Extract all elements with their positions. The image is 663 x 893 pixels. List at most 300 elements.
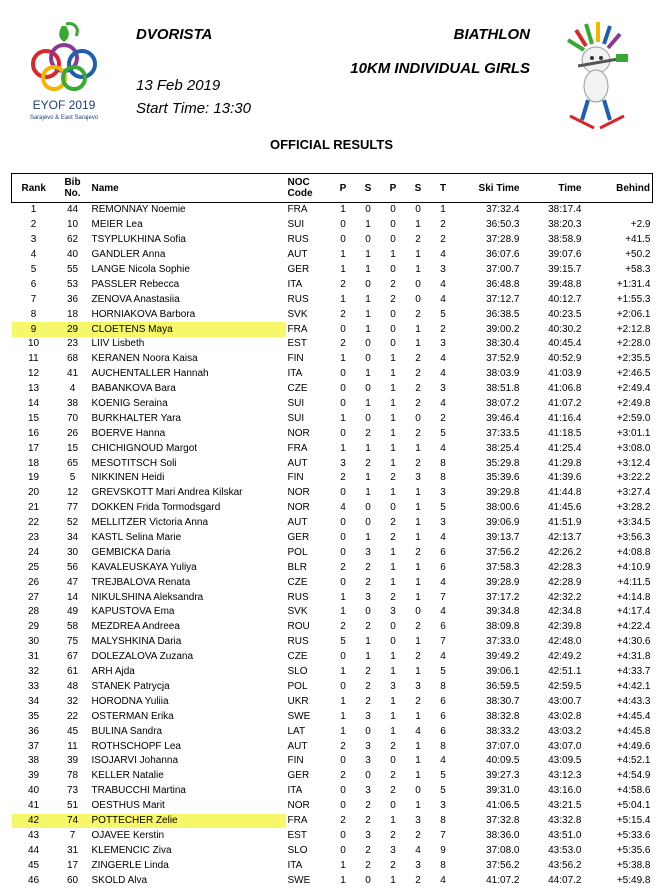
cell-stand2: 0 (415, 204, 421, 216)
cell-ski-time: 37:56.2 (486, 546, 520, 558)
cell-prone2: 1 (390, 814, 396, 826)
cell-behind: +4:10.9 (616, 561, 651, 573)
table-row (12, 635, 653, 650)
cell-bib: 60 (66, 874, 79, 886)
table-row (12, 680, 653, 695)
cell-stand2: 1 (415, 323, 421, 335)
cell-ski-time: 39:28.9 (486, 576, 520, 588)
col-time: Time (522, 174, 584, 203)
cell-prone1: 0 (340, 219, 346, 231)
table-row (12, 277, 653, 292)
cell-bib: 14 (66, 591, 79, 603)
cell-stand1: 1 (365, 219, 371, 231)
cell-time: 42:51.1 (548, 666, 582, 678)
cell-prone2: 0 (390, 755, 396, 767)
cell-name: DOKKEN Frida Tormodsgard (91, 502, 221, 514)
table-row (12, 263, 653, 278)
cell-stand2: 2 (415, 829, 421, 841)
cell-time: 38:58.9 (548, 234, 582, 246)
cell-rank: 2 (30, 219, 37, 231)
cell-stand1: 0 (365, 338, 371, 350)
cell-ski-time: 39:06.1 (486, 666, 520, 678)
cell-bib: 73 (66, 785, 79, 797)
cell-name: KLEMENCIC Ziva (91, 844, 172, 856)
cell-name: ZENOVA Anastasiia (91, 293, 180, 305)
cell-total-misses: 7 (440, 829, 446, 841)
cell-ski-time: 39:13.7 (486, 532, 520, 544)
cell-rank: 46 (27, 874, 40, 886)
cell-behind: +3:28.2 (616, 502, 651, 514)
cell-ski-time: 41:06.5 (486, 800, 520, 812)
cell-rank: 22 (27, 517, 40, 529)
cell-noc: SLO (287, 666, 308, 678)
cell-noc: GER (287, 532, 310, 544)
cell-total-misses: 4 (440, 651, 446, 663)
cell-prone2: 3 (390, 844, 396, 856)
cell-behind: +2:28.0 (616, 338, 651, 350)
cell-total-misses: 7 (440, 636, 446, 648)
cell-noc: GER (287, 770, 310, 782)
cell-stand1: 3 (365, 829, 371, 841)
cell-behind: +4:11.5 (617, 576, 651, 588)
cell-behind: +3:01.1 (616, 427, 651, 439)
cell-bib: 17 (66, 859, 79, 871)
cell-rank: 28 (27, 606, 40, 618)
cell-bib: 47 (66, 576, 79, 588)
cell-time: 39:15.7 (548, 264, 582, 275)
cell-bib: 29 (56, 322, 90, 337)
cell-noc: SWE (287, 710, 311, 722)
cell-bib: 40 (66, 249, 79, 261)
cell-stand2: 3 (415, 472, 421, 484)
cell-bib: 78 (66, 770, 79, 782)
cell-stand1: 2 (365, 621, 371, 633)
cell-behind: +3:56.3 (616, 532, 651, 544)
cell-behind: +5:33.6 (616, 829, 651, 841)
cell-ski-time: 37:32.4 (486, 204, 520, 216)
cell-ski-time: 39:34.8 (486, 606, 520, 618)
cell-prone2: 0 (390, 621, 396, 633)
cell-behind: +2:49.8 (616, 398, 651, 410)
cell-time: 41:25.4 (548, 442, 582, 454)
mascot-illustration (556, 20, 638, 132)
cell-stand2: 2 (415, 621, 421, 633)
cell-prone2: 1 (390, 249, 396, 261)
cell-time: 42:13.7 (548, 532, 582, 544)
cell-prone2: 2 (390, 591, 396, 603)
cell-rank: 10 (27, 338, 40, 350)
cell-name: CHICHIGNOUD Margot (91, 442, 198, 454)
cell-stand2: 4 (415, 844, 421, 856)
date-label: 13 Feb 2019 (136, 77, 221, 94)
cell-prone2: 1 (390, 561, 396, 573)
table-row (12, 531, 653, 546)
cell-stand2: 1 (415, 249, 421, 261)
cell-behind: +1:55.3 (616, 293, 651, 305)
table-row (12, 501, 653, 516)
table-row (12, 843, 653, 858)
cell-name: POTTECHER Zelie (90, 814, 286, 829)
start-time-label: Start Time: 13:30 (136, 100, 251, 117)
cell-total-misses: 6 (440, 561, 446, 573)
cell-time: 43:07.0 (548, 740, 582, 752)
cell-prone1: 0 (340, 323, 346, 335)
cell-behind: +4:31.8 (616, 651, 651, 663)
cell-ski-time: 40:09.5 (486, 755, 520, 767)
cell-rank: 30 (27, 636, 40, 648)
cell-noc: BLR (287, 561, 307, 573)
cell-prone1: 1 (340, 204, 346, 216)
cell-name: BURKHALTER Yara (91, 412, 181, 424)
cell-bib: 15 (66, 442, 79, 454)
table-row (12, 814, 653, 829)
cell-noc: ITA (287, 368, 303, 380)
cell-prone1: 0 (340, 487, 346, 499)
cell-stand1: 2 (365, 457, 371, 469)
table-row (12, 724, 653, 739)
cell-ski-time: 37:00.7 (486, 264, 520, 275)
cell-time: 41:51.9 (548, 517, 582, 529)
cell-behind: +3:27.4 (616, 487, 651, 499)
cell-stand2: 1 (415, 487, 421, 499)
cell-prone1: 0 (340, 800, 346, 812)
cell-stand2: 2 (415, 383, 421, 395)
cell-noc: EST (287, 338, 307, 350)
cell-bib: 26 (66, 427, 79, 439)
cell-rank: 8 (30, 308, 37, 320)
cell-total-misses: 2 (440, 219, 446, 231)
col-s2: S (406, 174, 431, 203)
cell-prone1: 4 (340, 502, 346, 514)
cell-prone2: 1 (390, 725, 396, 737)
cell-ski-time: 37:58.3 (486, 561, 520, 573)
cell-prone2: 1 (390, 546, 396, 558)
cell-time: 42:59.5 (548, 680, 582, 692)
cell-behind: +5:35.6 (616, 844, 651, 856)
cell-name: REMONNAY Noemie (91, 204, 186, 216)
cell-stand2: 0 (415, 412, 421, 424)
cell-noc: SLO (287, 844, 308, 856)
cell-rank: 44 (27, 844, 40, 856)
cell-rank: 41 (27, 800, 40, 812)
col-s1: S (356, 174, 381, 203)
cell-stand1: 0 (365, 204, 371, 216)
table-row (12, 337, 653, 352)
cell-stand1: 3 (365, 755, 371, 767)
cell-noc: RUS (287, 591, 309, 603)
cell-total-misses: 4 (440, 368, 446, 380)
cell-bib: 56 (66, 561, 79, 573)
cell-stand1: 0 (365, 278, 371, 290)
cell-total-misses: 8 (440, 457, 446, 469)
cell-ski-time: 39:49.2 (486, 651, 520, 663)
cell-bib: 77 (66, 502, 79, 514)
cell-ski-time: 37:52.9 (486, 353, 520, 365)
cell-stand1: 2 (365, 561, 371, 573)
cell-time: 38:20.3 (548, 219, 582, 231)
cell-ski-time: 37:12.7 (486, 293, 520, 305)
cell-time: 42:49.2 (548, 651, 582, 663)
cell-prone1: 1 (340, 859, 346, 871)
cell-name: ROTHSCHOPF Lea (91, 740, 181, 752)
cell-prone1: 2 (340, 308, 346, 320)
cell-bib: 70 (66, 412, 79, 424)
cell-rank: 32 (27, 666, 40, 678)
table-row (12, 650, 653, 665)
cell-bib: 51 (66, 800, 79, 812)
cell-behind: +3:12.4 (616, 457, 651, 469)
cell-rank: 38 (27, 755, 40, 767)
cell-noc: SVK (287, 308, 308, 320)
cell-name: GEMBICKA Daria (91, 546, 171, 558)
cell-prone1: 0 (340, 651, 346, 663)
cell-total-misses: 6 (440, 621, 446, 633)
cell-rank: 4 (30, 249, 37, 261)
cell-stand2: 1 (415, 561, 421, 573)
cell-behind: +4:22.4 (616, 621, 651, 633)
cell-name: KASTL Selina Marie (91, 532, 182, 544)
cell-total-misses: 6 (440, 695, 446, 707)
cell-noc: CZE (287, 383, 308, 395)
cell-name: ZINGERLE Linda (91, 859, 169, 871)
cell-time: 43:53.0 (548, 844, 582, 856)
cell-prone2: 1 (390, 442, 396, 454)
table-row (12, 784, 653, 799)
table-row (12, 858, 653, 873)
table-row (12, 694, 653, 709)
cell-stand1: 1 (365, 442, 371, 454)
cell-total-misses: 9 (440, 844, 446, 856)
cell-rank: 18 (27, 457, 40, 469)
cell-behind: +4:52.1 (616, 755, 651, 767)
cell-stand1: 1 (365, 651, 371, 663)
cell-prone1: 0 (340, 755, 346, 767)
cell-stand2: 2 (415, 874, 421, 886)
cell-prone1: 0 (340, 680, 346, 692)
cell-behind: +4:58.6 (616, 785, 651, 797)
cell-prone2: 2 (390, 278, 396, 290)
cell-total-misses: 4 (440, 755, 446, 767)
cell-prone1: 1 (340, 874, 346, 886)
cell-stand2: 2 (415, 353, 421, 365)
cell-bib: 53 (66, 278, 79, 290)
cell-prone2: 2 (390, 472, 396, 484)
cell-stand1: 3 (365, 546, 371, 558)
cell-rank: 29 (27, 621, 40, 633)
cell-time: 44:07.2 (548, 874, 582, 886)
cell-prone1: 2 (340, 472, 346, 484)
cell-bib: 75 (66, 636, 79, 648)
col-p1: P (331, 174, 356, 203)
cell-stand1: 1 (365, 368, 371, 380)
cell-prone1: 2 (340, 338, 346, 350)
table-row (12, 307, 653, 322)
cell-bib: 31 (66, 844, 79, 856)
cell-rank: 36 (27, 725, 40, 737)
cell-stand1: 2 (365, 814, 371, 826)
cell-rank: 24 (27, 546, 40, 558)
cell-behind: +4:54.9 (616, 770, 651, 782)
cell-behind: +2:46.5 (616, 368, 651, 380)
cell-ski-time: 37:33.5 (486, 427, 520, 439)
cell-ski-time: 39:27.3 (486, 770, 520, 782)
cell-name: OJAVEE Kerstin (91, 829, 165, 841)
col-behind: Behind (584, 174, 653, 203)
cell-bib: 45 (66, 725, 79, 737)
cell-prone2: 1 (390, 427, 396, 439)
cell-stand2: 2 (415, 368, 421, 380)
cell-bib: 61 (66, 666, 79, 678)
cell-name: OSTERMAN Erika (91, 710, 174, 722)
cell-name: KAVALEUSKAYA Yuliya (91, 561, 197, 573)
cell-bib: 10 (66, 219, 79, 231)
cell-name: MELLITZER Victoria Anna (91, 517, 209, 529)
cell-behind: +3:08.0 (616, 442, 651, 454)
cell-prone2: 0 (390, 308, 396, 320)
cell-noc: SVK (287, 606, 308, 618)
cell-behind: +5:38.8 (616, 859, 651, 871)
cell-name: LIIV Lisbeth (91, 338, 145, 350)
cell-name: LANGE Nicola Sophie (91, 264, 190, 275)
cell-ski-time: 38:51.8 (486, 383, 520, 395)
cell-rank: 45 (27, 859, 40, 871)
cell-prone2: 1 (390, 398, 396, 410)
cell-bib: 68 (66, 353, 79, 365)
cell-ski-time: 37:33.0 (486, 636, 520, 648)
cell-name: MESOTITSCH Soli (91, 457, 177, 469)
cell-stand2: 1 (415, 219, 421, 231)
cell-rank: 25 (27, 561, 40, 573)
cell-behind: +4:08.8 (616, 546, 651, 558)
cell-bib: 74 (56, 814, 90, 829)
cell-behind: +2.9 (630, 219, 651, 231)
cell-ski-time: 35:29.8 (486, 457, 520, 469)
cell-prone2: 2 (390, 517, 396, 529)
cell-total-misses: 5 (440, 427, 446, 439)
table-row (12, 575, 653, 590)
cell-behind: +41.5 (625, 234, 651, 246)
cell-stand2: 0 (415, 278, 421, 290)
cell-bib: 52 (66, 517, 79, 529)
cell-noc: ITA (287, 278, 303, 290)
cell-rank: 40 (27, 785, 40, 797)
table-row (12, 605, 653, 620)
cell-rank: 26 (27, 576, 40, 588)
cell-stand2: 1 (415, 591, 421, 603)
cell-stand1: 3 (365, 785, 371, 797)
cell-ski-time: 39:00.2 (486, 323, 520, 335)
cell-stand2: 2 (415, 546, 421, 558)
col-name: Name (90, 174, 286, 203)
cell-prone1: 1 (340, 606, 346, 618)
cell-bib: 4 (69, 383, 76, 395)
cell-ski-time: 36:38.5 (486, 308, 520, 320)
cell-name: MEIER Lea (91, 219, 143, 231)
cell-rank: 21 (27, 502, 40, 514)
cell-time: 43:12.3 (548, 770, 582, 782)
cell-prone2: 1 (390, 695, 396, 707)
cell-total-misses: 3 (440, 800, 446, 812)
cell-time: 42:32.2 (548, 591, 582, 603)
cell-stand1: 3 (365, 710, 371, 722)
table-row (12, 382, 653, 397)
cell-stand1: 0 (365, 606, 371, 618)
col-p2: P (381, 174, 406, 203)
cell-stand1: 1 (365, 323, 371, 335)
cell-bib: 62 (66, 234, 79, 246)
cell-prone2: 1 (390, 874, 396, 886)
table-row (12, 560, 653, 575)
cell-name: OESTHUS Marit (91, 800, 165, 812)
cell-time: 40:30.2 (548, 323, 582, 335)
cell-total-misses: 4 (440, 442, 446, 454)
cell-stand1: 1 (365, 398, 371, 410)
cell-total-misses: 4 (440, 293, 446, 305)
cell-ski-time: 37:08.0 (486, 844, 520, 856)
cell-rank: 37 (27, 740, 40, 752)
cell-total-misses: 3 (440, 338, 446, 350)
col-total: T (431, 174, 456, 203)
cell-stand1: 2 (365, 800, 371, 812)
cell-time: 38:17.4 (548, 204, 582, 216)
cell-stand1: 1 (365, 249, 371, 261)
cell-ski-time: 36:48.8 (486, 278, 520, 290)
cell-prone2: 1 (390, 383, 396, 395)
cell-rank: 34 (27, 695, 40, 707)
cell-stand1: 2 (365, 859, 371, 871)
cell-stand2: 4 (415, 725, 421, 737)
logo-text: EYOF 2019 (32, 98, 96, 112)
cell-time: 40:45.4 (548, 338, 582, 350)
cell-total-misses: 6 (440, 725, 446, 737)
cell-stand1: 2 (365, 427, 371, 439)
cell-time: 41:03.9 (548, 368, 582, 380)
cell-name: MEZDREA Andreea (91, 621, 180, 633)
cell-bib: 36 (66, 293, 79, 305)
cell-bib: 23 (66, 338, 79, 350)
cell-stand1: 0 (365, 770, 371, 782)
table-row (12, 516, 653, 531)
cell-time: 43:56.2 (548, 859, 582, 871)
cell-name: TRABUCCHI Martina (91, 785, 186, 797)
cell-total-misses: 8 (440, 472, 446, 484)
cell-bib: 44 (66, 204, 79, 216)
cell-prone1: 0 (340, 427, 346, 439)
cell-total-misses: 5 (440, 785, 446, 797)
cell-rank: 14 (27, 398, 40, 410)
cell-stand2: 1 (415, 755, 421, 767)
cell-prone1: 1 (340, 264, 346, 275)
cell-stand2: 2 (415, 457, 421, 469)
cell-stand2: 0 (415, 606, 421, 618)
cell-ski-time: 36:59.5 (486, 680, 520, 692)
results-table (11, 173, 653, 888)
cell-bib: 18 (66, 308, 79, 320)
cell-total-misses: 4 (440, 249, 446, 261)
cell-prone2: 0 (390, 323, 396, 335)
cell-prone2: 1 (390, 576, 396, 588)
table-row (12, 203, 653, 218)
cell-prone2: 2 (390, 785, 396, 797)
cell-prone2: 0 (390, 338, 396, 350)
cell-stand2: 1 (415, 770, 421, 782)
cell-rank: 42 (12, 814, 56, 829)
cell-rank: 39 (27, 770, 40, 782)
cell-name: ISOJARVI Johanna (91, 755, 179, 767)
cell-name: KELLER Natalie (91, 770, 164, 782)
cell-stand1: 2 (365, 576, 371, 588)
cell-rank: 15 (27, 412, 40, 424)
